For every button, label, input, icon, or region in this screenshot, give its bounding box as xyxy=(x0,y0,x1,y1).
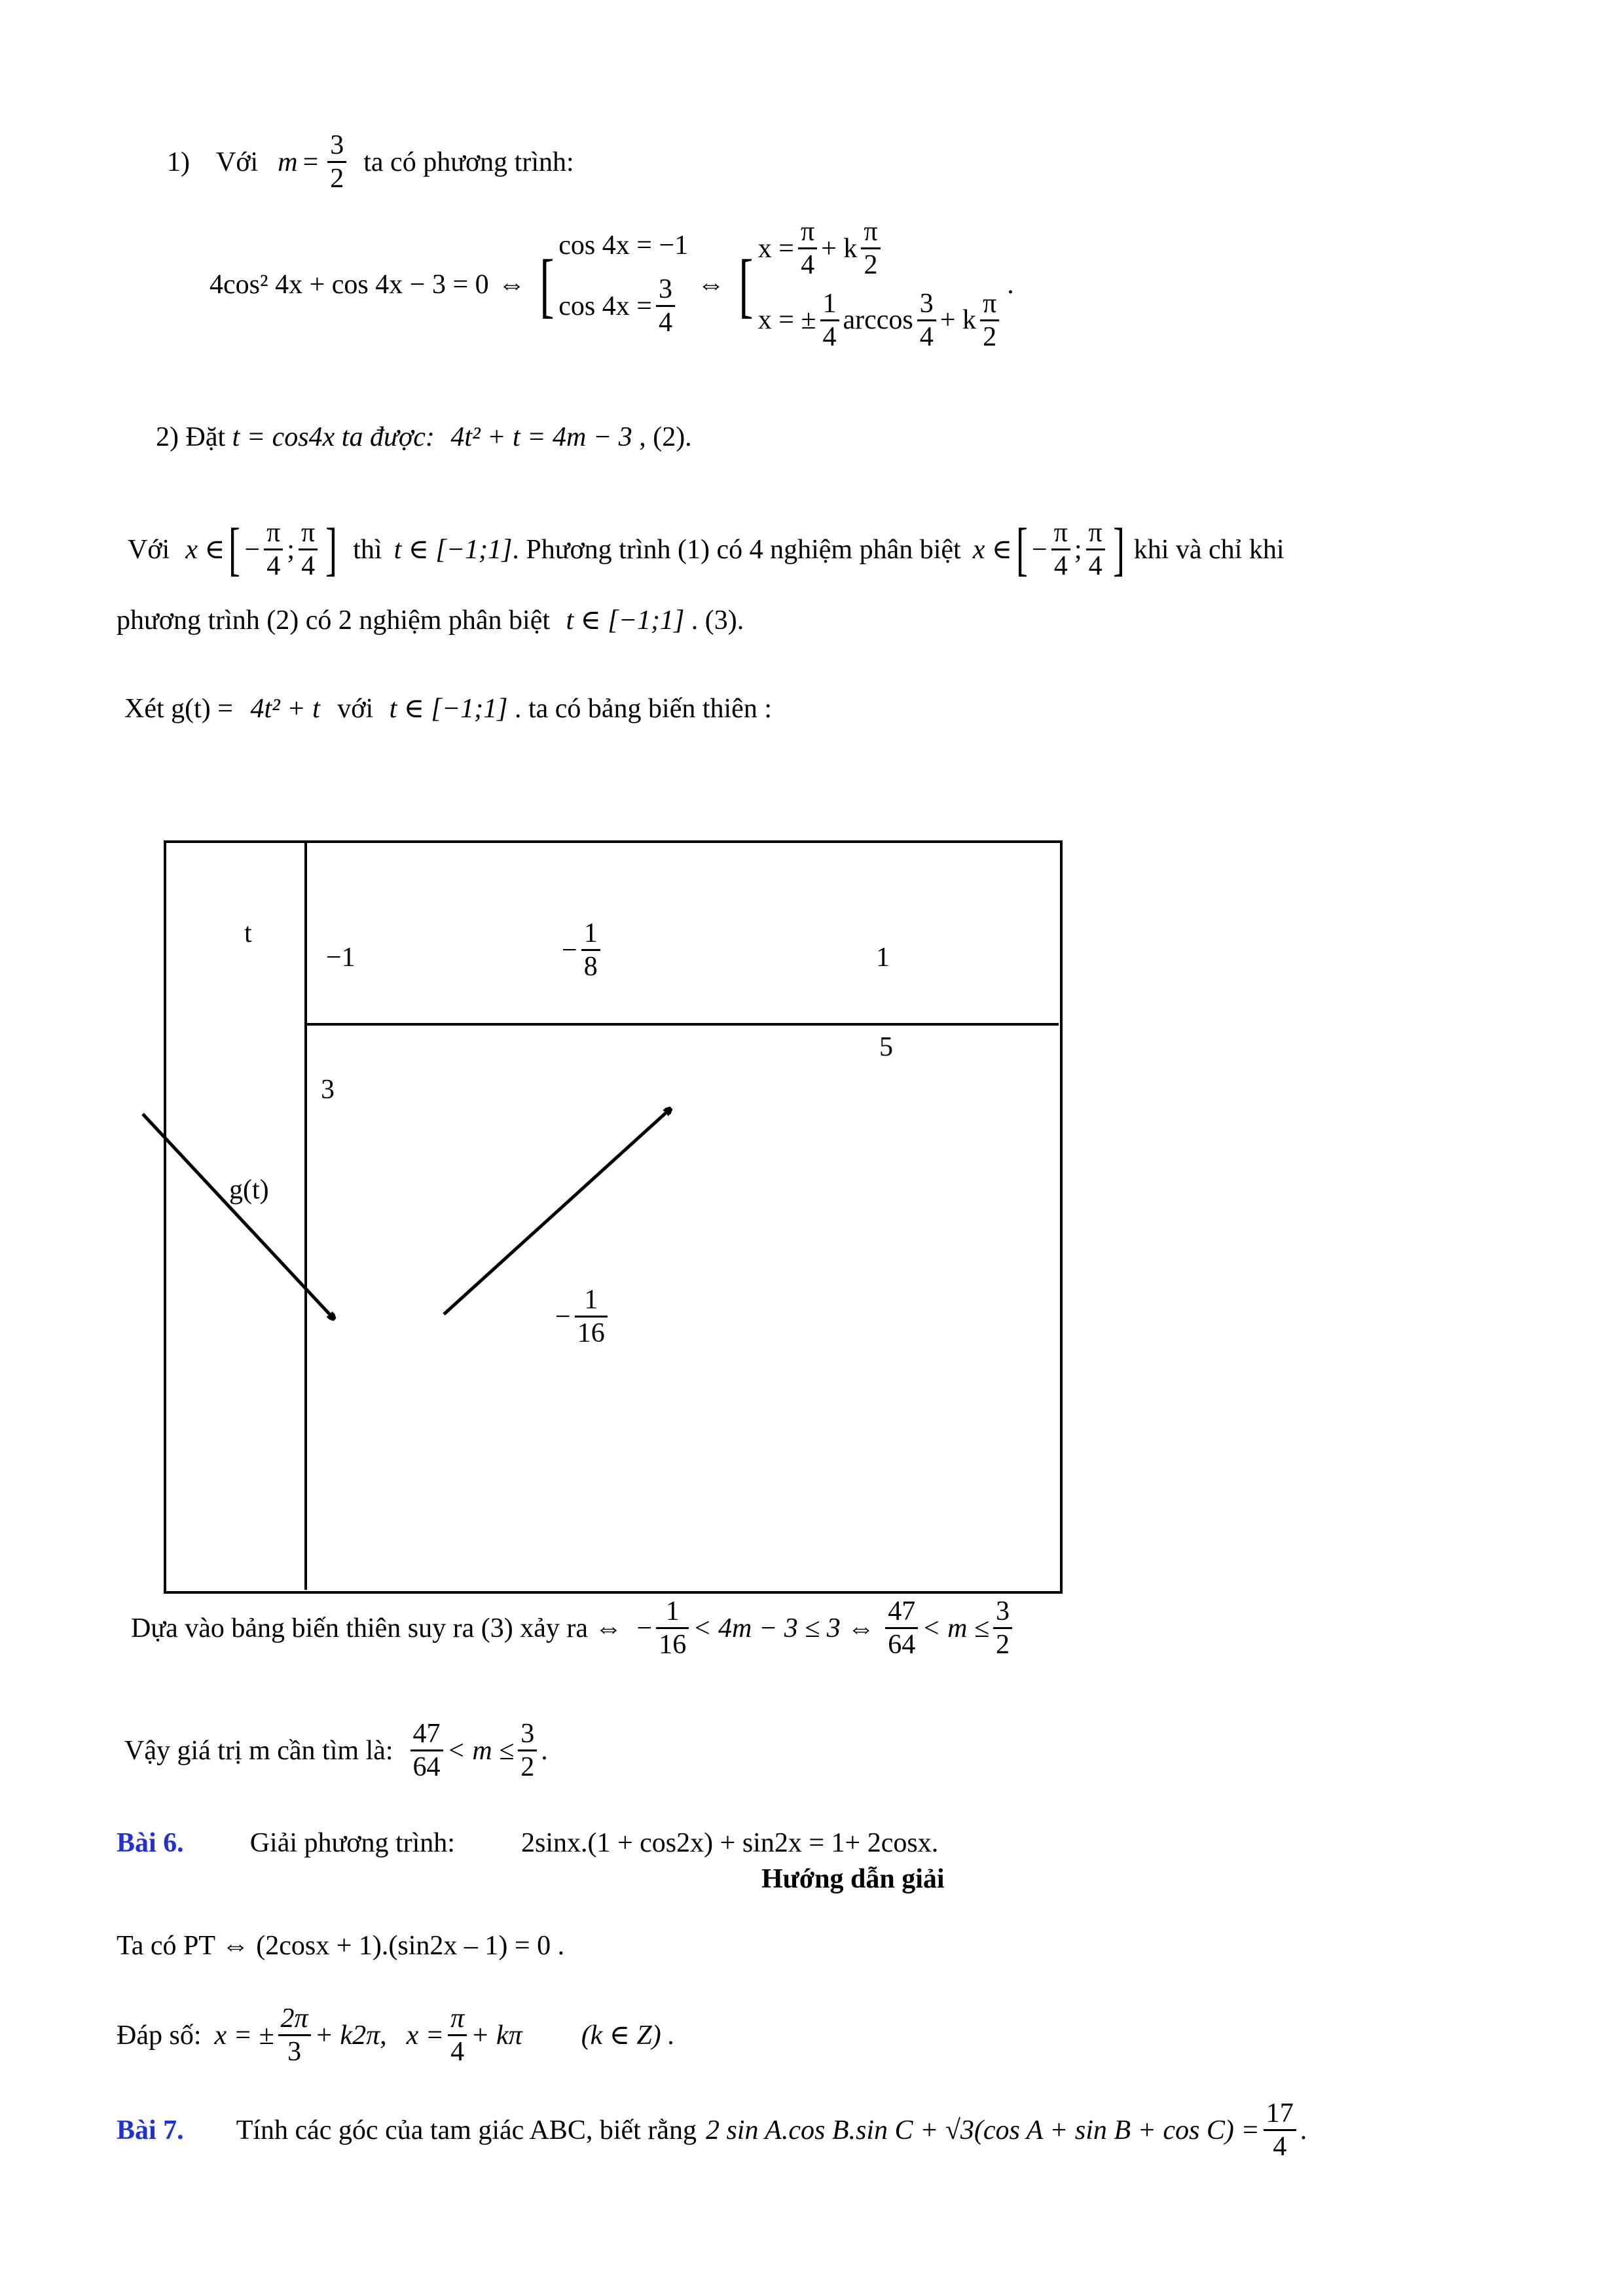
four: 4 xyxy=(266,551,281,582)
conclusion-neg: − xyxy=(636,1613,653,1643)
c-d3: 2 xyxy=(996,1630,1010,1660)
answer-frac1 xyxy=(410,1718,443,1784)
t-mid-den: 8 xyxy=(583,952,598,982)
conclusion-frac2 xyxy=(885,1596,918,1661)
line5-t-in: t ∈ [−1;1] xyxy=(389,694,508,724)
bai7-frac xyxy=(1264,2098,1296,2163)
bai6-kpi: + kπ xyxy=(471,2020,522,2051)
bai7-num: 17 xyxy=(1264,2098,1296,2131)
sep: ; xyxy=(287,534,295,565)
conclusion-frac1 xyxy=(656,1596,689,1661)
part2-label: 2) Đặt xyxy=(156,422,226,452)
a-d1: 64 xyxy=(412,1752,441,1783)
sol1-lhs: x = xyxy=(757,233,794,264)
bai6-equation: 2sinx.(1 + cos2x) + sin2x = 1+ 2cosx. xyxy=(520,1828,939,1858)
line5-with: với xyxy=(337,694,374,724)
iff-symbol-2: ⇔ xyxy=(697,269,725,300)
bai7-label: Bài 7. xyxy=(117,2115,184,2145)
line4-suffix: . (3). xyxy=(691,605,744,636)
increasing-arrow xyxy=(444,1109,670,1314)
line3-then: thì xyxy=(353,534,382,565)
interval2-close: ] xyxy=(1112,516,1125,582)
case1: cos 4x = −1 xyxy=(558,230,689,260)
c-n1: 1 xyxy=(656,1596,689,1629)
bai6-step: Ta có PT ⇔ (2cosx + 1).(sin2x – 1) = 0 . xyxy=(117,1931,565,1961)
bai7-expr: 2 sin A.cos B.sin C + √3(cos A + sin B + cos C) = xyxy=(705,2115,1260,2145)
table-t-left: −1 xyxy=(326,942,356,973)
arccos: arccos xyxy=(843,305,913,336)
line3-end: khi và chỉ khi xyxy=(1133,534,1285,565)
den4: 4 xyxy=(801,250,815,281)
answer-lt: < m ≤ xyxy=(447,1735,515,1766)
pi: π xyxy=(448,2003,467,2036)
c-n3: 3 xyxy=(993,1596,1012,1629)
part2-tdef: t = cos4x ta được: xyxy=(232,422,435,452)
pi: π xyxy=(798,216,817,249)
answer-text: Vậy giá trị m cần tìm là: xyxy=(124,1735,393,1766)
case2-num: 3 xyxy=(656,274,675,307)
case2-lhs: cos 4x = xyxy=(558,291,652,321)
pi: π xyxy=(980,288,999,321)
four: 4 xyxy=(1053,551,1068,582)
bai7-den: 4 xyxy=(1273,2132,1287,2162)
interval-close: ] xyxy=(325,516,338,582)
three: 3 xyxy=(917,288,936,321)
equals: = xyxy=(302,147,319,177)
pi: π xyxy=(1051,517,1070,550)
a-d2: 2 xyxy=(520,1752,535,1783)
g-min-den: 16 xyxy=(577,1318,605,1349)
den2: 2 xyxy=(864,250,878,281)
m-var: m xyxy=(278,147,298,177)
table-g-left: 3 xyxy=(321,1075,335,1105)
answer-dot: . xyxy=(541,1735,548,1766)
three: 3 xyxy=(287,2037,302,2068)
conclusion-frac3 xyxy=(993,1596,1012,1661)
conclusion-text: Dựa vào bảng biến thiên suy ra (3) xảy ra ⇔ xyxy=(131,1613,623,1643)
x-in: x ∈ xyxy=(185,534,225,565)
part1-lhs: 4cos² 4x + cos 4x − 3 = 0 xyxy=(210,269,489,300)
bai6-label: Bài 6. xyxy=(117,1828,184,1858)
part1-dot: . xyxy=(1007,269,1014,300)
c-d1: 16 xyxy=(659,1630,687,1660)
table-t-right: 1 xyxy=(876,942,890,973)
answer-frac2 xyxy=(518,1718,537,1784)
neg: − xyxy=(244,534,261,565)
answer-line xyxy=(124,1718,548,1784)
conclusion-mid: < 4m − 3 ≤ 3 ⇔ xyxy=(693,1613,875,1643)
left-bracket-2: [ xyxy=(739,244,754,325)
c-d2: 64 xyxy=(888,1630,916,1660)
neg-2: − xyxy=(1031,534,1048,565)
m-den: 2 xyxy=(330,164,344,194)
bai6-frac2 xyxy=(448,2003,467,2068)
pi: π xyxy=(1086,517,1105,550)
den4: 4 xyxy=(822,321,837,352)
conclusion-line xyxy=(131,1596,1016,1661)
g-min-sign: − xyxy=(555,1301,571,1332)
left-bracket: [ xyxy=(539,244,554,325)
part2-suffix: , (2). xyxy=(639,422,692,452)
part1-label: 1) xyxy=(167,147,190,177)
sep-2: ; xyxy=(1074,534,1082,565)
bai6-guide: Hướng dẫn giải xyxy=(761,1864,945,1894)
pi: π xyxy=(861,216,880,249)
part1-suffix: ta có phương trình: xyxy=(363,147,574,177)
two-pi: 2π xyxy=(278,2003,311,2036)
m-num: 3 xyxy=(327,130,346,163)
line3-middle: . Phương trình (1) có 4 nghiệm phân biệt xyxy=(512,534,961,565)
pi: π xyxy=(299,517,318,550)
bai6-answer xyxy=(117,2003,675,2068)
table-g-label: g(t) xyxy=(229,1175,269,1205)
den2: 2 xyxy=(983,321,997,352)
bai6-x-eq: x = ± xyxy=(214,2020,274,2051)
bai6-cond: (k ∈ Z) . xyxy=(581,2020,675,2051)
bai6-k2pi: + k2π, xyxy=(314,2020,387,2051)
interval-open: [ xyxy=(228,516,241,582)
conclusion-lt: < m ≤ xyxy=(922,1613,990,1643)
a-n1: 47 xyxy=(410,1718,443,1751)
case2-den: 4 xyxy=(658,308,672,338)
interval2-open: [ xyxy=(1015,516,1028,582)
line5-suffix: . ta có bảng biến thiên : xyxy=(514,694,772,724)
bai6-line xyxy=(117,1828,938,1858)
part2-equation: 4t² + t = 4m − 3 xyxy=(450,422,632,452)
bai7-prompt: Tính các góc của tam giác ABC, biết rằng xyxy=(236,2115,697,2145)
g-min-num: 1 xyxy=(575,1284,608,1318)
line5-expr: 4t² + t xyxy=(250,694,320,724)
part1-intro: Với xyxy=(216,147,259,177)
line4-t-in: t ∈ [−1;1] xyxy=(566,605,685,636)
four: 4 xyxy=(450,2037,465,2068)
table-g-right: 5 xyxy=(879,1032,893,1062)
bai6-answer-label: Đáp số: xyxy=(117,2020,202,2051)
table-t-label: t xyxy=(244,918,252,948)
bai6-frac1 xyxy=(278,2003,311,2068)
c-n2: 47 xyxy=(885,1596,918,1629)
line3-intro: Với xyxy=(128,534,170,565)
plus-k-2: + k xyxy=(939,305,976,336)
four: 4 xyxy=(301,551,316,582)
den4: 4 xyxy=(919,321,934,352)
one: 1 xyxy=(820,288,839,321)
plus-k: + k xyxy=(821,233,858,264)
line3-t-in: t ∈ [−1;1] xyxy=(393,534,513,565)
decreasing-arrow xyxy=(143,1114,334,1319)
bai7-dot: . xyxy=(1300,2115,1307,2145)
t-mid-sign: − xyxy=(562,935,577,965)
bai6-x-eq2: x = xyxy=(406,2020,445,2051)
x-in-2: x ∈ xyxy=(972,534,1012,565)
line5-prefix: Xét g(t) = xyxy=(124,694,233,724)
four: 4 xyxy=(1088,551,1103,582)
bai6-prompt: Giải phương trình: xyxy=(249,1828,455,1858)
iff-symbol: ⇔ xyxy=(498,269,526,300)
bai7-line xyxy=(117,2098,1307,2163)
sol2-lhs: x = ± xyxy=(757,305,816,336)
pi: π xyxy=(264,517,283,550)
t-mid-num: 1 xyxy=(581,918,600,951)
a-n2: 3 xyxy=(518,1718,537,1751)
line4-text: phương trình (2) có 2 nghiệm phân biệt xyxy=(117,605,551,636)
